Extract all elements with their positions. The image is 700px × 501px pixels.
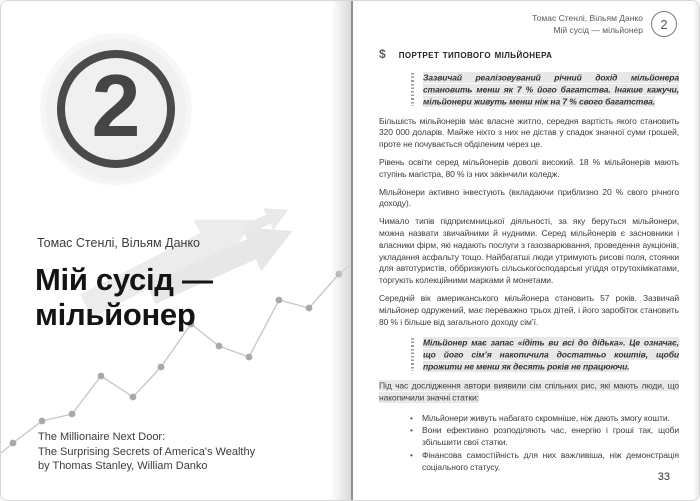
spine-shadow-left <box>331 1 351 501</box>
citation-line: by Thomas Stanley, William Danko <box>38 460 208 472</box>
section-heading: портрет типового мільйонера <box>398 49 553 61</box>
paragraph: Більшість мільйонерів має власне житло, середня вартість якого становить 320 000 доларів. Майже ніхто з них не дістав у спадок значної суми грошей, проте не почувається обділеним через це. <box>379 115 679 150</box>
paragraph: Рівень освіти серед мільйонерів доволі високий. 18 % мільйонерів мають ступінь магістра, 80 % із них закінчили коледж. <box>379 157 679 179</box>
dollar-icon: $ <box>379 47 386 61</box>
highlighted-text: Зазвичай реалізовуваний річний дохід мільйонера становить менш як 7 % його багатства. Інакше кажучи, мільйонери живуть менш ніж на 7 % свого багатства. <box>423 72 679 107</box>
list-item: • Фінансова самостійність для них важливіша, ніж демонстрація соціального статусу. <box>409 450 679 474</box>
running-header-title: Мій сусід — мільйонер <box>553 25 643 35</box>
book-title <box>35 262 213 332</box>
key-quote-2-text <box>423 336 679 373</box>
authors-line: Томас Стенлі, Вільям Данко <box>37 236 201 250</box>
traits-list-intro <box>379 381 679 405</box>
chapter-badge <box>46 39 186 179</box>
cover-page <box>1 1 352 501</box>
key-quote-1 <box>411 71 679 108</box>
original-citation <box>38 430 255 474</box>
book-title-line2: мільйонер <box>35 297 196 332</box>
running-header-text <box>532 12 643 36</box>
page-content <box>379 47 679 475</box>
citation-line: The Surprising Secrets of America's Wealthy <box>38 445 256 458</box>
paragraph: Чимало типів підприємницької діяльності, за яку беруться мільйонери, можна назвати звичайними й нудними. Серед мільйонерів є засновники і власники фірм, які надають послуги з газозварювання, проведення аукціонів, укладання асфальту тощо. Найбагатші люди утримують рисові поля, стоянки для автотуристів, оббризкують сільськогосподарські угіддя отрутохімікатами, торгують колекційними марками й монетами. <box>379 216 679 286</box>
chapter-number: 2 <box>91 56 141 155</box>
chapter-indicator-number: 2 <box>660 16 668 32</box>
list-item: • Мільйонери живуть набагато скромніше, ніж дають змогу кошти. <box>409 413 679 425</box>
chapter-indicator-circle <box>651 11 677 37</box>
key-quote-1-text <box>423 71 679 108</box>
highlighted-text: Під час дослідження автори виявили сім спільних рис, які мають люди, що накопичили значні статки: <box>379 380 679 403</box>
book-title-line1: Мій сусід — <box>35 262 213 297</box>
highlighted-text: Мільйонер має запас «ідіть ви всі до дідька». Це означає, що його сім’я накопичила достатньо коштів, щоби прожити не менш як десять років не працюючи. <box>423 337 679 372</box>
paragraph: Середній вік американського мільйонера становить 57 років. Зазвичай мільйонер одружений, має переважно трьох дітей, і його заробіток становить 80 % і більше від загального доходу сім’ї. <box>379 292 679 327</box>
page-edge-shadow <box>693 1 699 501</box>
page-number: 33 <box>657 471 670 483</box>
section-heading-row <box>379 47 679 61</box>
running-header <box>532 11 677 37</box>
list-item: • Вони ефективно розподіляють час, енергію і гроші так, щоби збільшити свої статки. <box>409 425 679 449</box>
citation-line: The Millionaire Next Door: <box>38 431 166 443</box>
key-quote-2 <box>411 336 679 373</box>
running-header-authors: Томас Стенлі, Вільям Данко <box>532 13 643 23</box>
paragraph: Мільйонери активно інвестують (вкладаючи приблизно 20 % свого річного доходу). <box>379 186 679 209</box>
traits-list <box>409 413 679 474</box>
content-page <box>353 1 700 501</box>
chapter-badge-ring <box>57 50 175 168</box>
